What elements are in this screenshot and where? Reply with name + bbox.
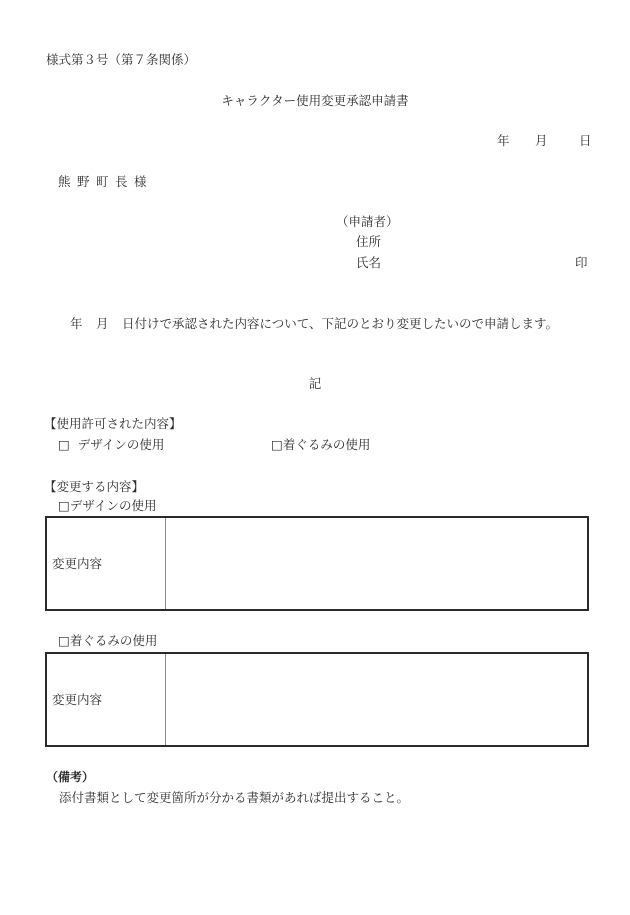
option-label: 着ぐるみの使用 — [282, 437, 371, 452]
change-row-label: 変更内容 — [47, 518, 166, 609]
form-number: 様式第３号（第７条関係） — [46, 52, 197, 67]
ki-label: 記 — [308, 376, 322, 391]
date-day: 日 — [579, 133, 592, 148]
date-line — [497, 133, 592, 149]
permitted-content-header: 【使用許可された内容】 — [44, 416, 182, 431]
request-year: 年 — [70, 316, 83, 331]
checkbox-icon[interactable]: □ — [58, 437, 70, 452]
option-label: デザインの使用 — [77, 437, 165, 452]
seal-label: 印 — [575, 255, 588, 270]
remarks-text: 添付書類として変更箇所が分かる書類があれば提出すること。 — [59, 790, 410, 805]
option-label: 着ぐるみの使用 — [69, 633, 158, 648]
applicant-label: （申請者） — [336, 214, 399, 229]
date-month: 月 — [535, 133, 548, 148]
name-label: 氏名 — [356, 255, 382, 270]
checkbox-icon[interactable]: □ — [58, 633, 70, 648]
addressee: 熊野町長様 — [58, 174, 154, 189]
document-title: キャラクター使用変更承認申請書 — [221, 93, 409, 108]
change-costume-field[interactable] — [166, 654, 587, 745]
change-row-label: 変更内容 — [47, 654, 166, 745]
change-costume-table — [45, 652, 589, 747]
change-content-header: 【変更する内容】 — [44, 479, 145, 494]
permitted-costume-option[interactable] — [271, 437, 370, 453]
request-text: 日付けで承認された内容について、下記のとおり変更したいので申請します。 — [122, 316, 559, 331]
change-design-field[interactable] — [166, 518, 587, 609]
change-design-option[interactable] — [58, 498, 156, 514]
address-label: 住所 — [356, 234, 382, 249]
option-label: デザインの使用 — [69, 498, 157, 513]
checkbox-icon[interactable]: □ — [271, 437, 283, 452]
request-sentence — [70, 316, 558, 332]
request-month: 月 — [96, 316, 109, 331]
change-costume-option[interactable] — [58, 633, 157, 649]
remarks-header: （備考） — [46, 770, 95, 784]
permitted-design-option[interactable] — [58, 437, 164, 453]
change-design-table — [45, 516, 589, 611]
date-year: 年 — [497, 133, 510, 148]
checkbox-icon[interactable]: □ — [58, 498, 70, 513]
